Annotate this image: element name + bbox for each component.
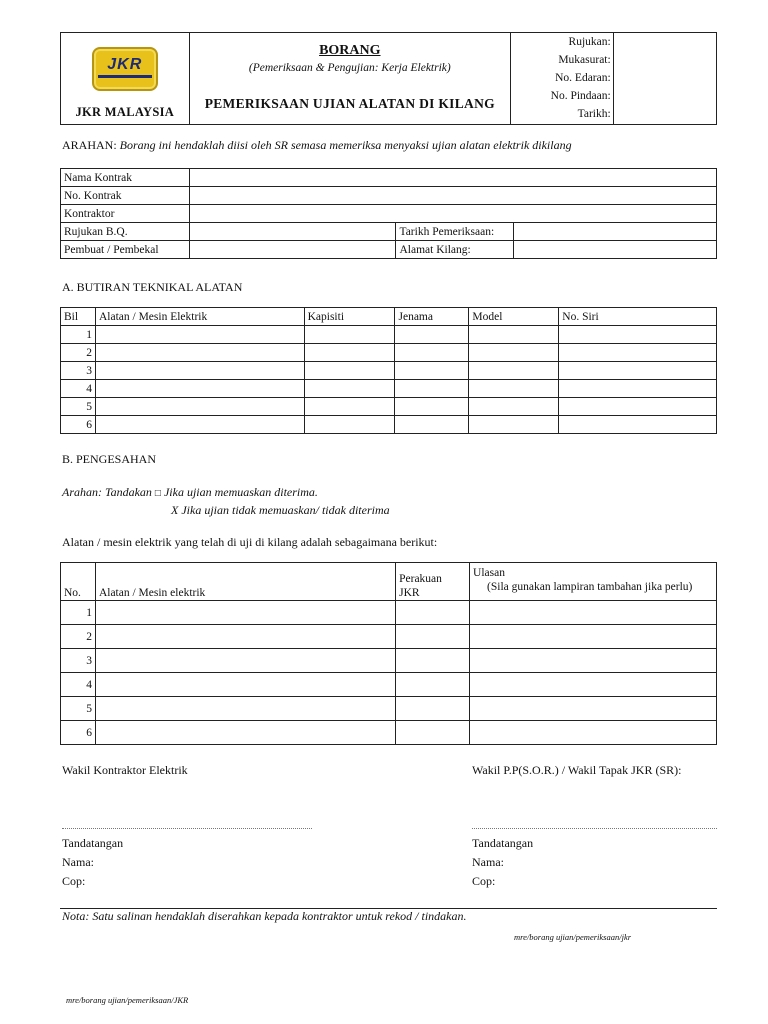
- table-row: [61, 362, 717, 380]
- row-number: 3: [61, 362, 96, 380]
- table-cell[interactable]: [95, 398, 304, 416]
- jkr-logo: JKR: [92, 47, 158, 91]
- col-jenama: Jenama: [395, 308, 469, 326]
- ref-tarikh-label: Tarikh:: [577, 108, 611, 120]
- col-perakuan: Perakuan JKR: [396, 563, 470, 601]
- table-cell[interactable]: [396, 673, 470, 697]
- left-signatory-title: Wakil Kontraktor Elektrik: [62, 763, 188, 777]
- table-cell[interactable]: [304, 326, 395, 344]
- table-cell[interactable]: [470, 721, 717, 745]
- form-header: [60, 32, 717, 125]
- row-number: 4: [61, 380, 96, 398]
- tarikh-pemeriksaan-label: Tarikh Pemeriksaan:: [396, 223, 514, 241]
- section-a-title: A. BUTIRAN TEKNIKAL ALATAN: [62, 280, 243, 294]
- alamat-kilang-field[interactable]: [514, 241, 717, 259]
- row-number: 5: [61, 398, 96, 416]
- ref-rujukan-label: Rujukan:: [568, 36, 611, 48]
- kontraktor-label: Kontraktor: [61, 205, 190, 223]
- checkbox-icon: □: [154, 488, 161, 499]
- section-b-title: B. PENGESAHAN: [62, 452, 157, 466]
- tarikh-pemeriksaan-field[interactable]: [514, 223, 717, 241]
- table-cell[interactable]: [304, 380, 395, 398]
- table-cell[interactable]: [95, 697, 395, 721]
- right-signatory-title: Wakil P.P(S.O.R.) / Wakil Tapak JKR (SR):: [472, 763, 682, 777]
- reference-values-field[interactable]: [613, 33, 716, 125]
- table-cell[interactable]: [95, 344, 304, 362]
- no-kontrak-field[interactable]: [189, 187, 716, 205]
- instr-x: X Jika ujian tidak memuaskan/ tidak diterima: [171, 503, 390, 517]
- nama-kontrak-field[interactable]: [189, 169, 716, 187]
- footer-code-bottom: mre/borang ujian/pemeriksaan/JKR: [66, 995, 189, 1005]
- row-number: 2: [61, 344, 96, 362]
- table-cell[interactable]: [95, 649, 395, 673]
- table-cell[interactable]: [95, 673, 395, 697]
- table-row: [61, 380, 717, 398]
- table-cell[interactable]: [469, 326, 559, 344]
- reference-labels: [511, 33, 614, 125]
- table-row: [61, 673, 717, 697]
- row-number: 4: [61, 673, 96, 697]
- table-cell[interactable]: [95, 380, 304, 398]
- table-cell[interactable]: [559, 416, 717, 434]
- table-cell[interactable]: [469, 380, 559, 398]
- col-kapisiti: Kapisiti: [304, 308, 395, 326]
- table-cell[interactable]: [395, 416, 469, 434]
- table-row: [61, 649, 717, 673]
- table-cell[interactable]: [396, 649, 470, 673]
- table-row: [61, 326, 717, 344]
- table-header-row: [61, 563, 717, 601]
- rujukan-bq-field[interactable]: [189, 223, 396, 241]
- table-cell[interactable]: [95, 326, 304, 344]
- table-cell[interactable]: [396, 697, 470, 721]
- ref-mukasurat-label: Mukasurat:: [558, 54, 611, 66]
- col-model: Model: [469, 308, 559, 326]
- table-cell[interactable]: [396, 601, 470, 625]
- table-cell[interactable]: [470, 673, 717, 697]
- footer-code-right: mre/borang ujian/pemeriksaan/jkr: [514, 932, 632, 942]
- ref-pindaan-label: No. Pindaan:: [550, 90, 611, 102]
- table-row: [61, 344, 717, 362]
- table-cell[interactable]: [395, 380, 469, 398]
- table-cell[interactable]: [559, 344, 717, 362]
- title-cell: [189, 33, 510, 125]
- left-tandatangan-label: Tandatangan: [62, 836, 124, 850]
- section-b-intro: Alatan / mesin elektrik yang telah di uji di kilang adalah sebagaimana berikut:: [62, 535, 438, 549]
- table-cell[interactable]: [95, 416, 304, 434]
- right-signature-line[interactable]: [472, 828, 717, 829]
- table-cell[interactable]: [395, 344, 469, 362]
- table-cell[interactable]: [559, 362, 717, 380]
- row-number: 6: [61, 416, 96, 434]
- table-cell[interactable]: [559, 326, 717, 344]
- rujukan-bq-label: Rujukan B.Q.: [61, 223, 190, 241]
- row-number: 5: [61, 697, 96, 721]
- table-cell[interactable]: [469, 416, 559, 434]
- pembuat-label: Pembuat / Pembekal: [61, 241, 190, 259]
- technical-details-table: [60, 307, 717, 434]
- col-no-siri: No. Siri: [559, 308, 717, 326]
- no-kontrak-label: No. Kontrak: [61, 187, 190, 205]
- table-cell[interactable]: [95, 362, 304, 380]
- col-bil: Bil: [61, 308, 96, 326]
- section-b-instruction: [62, 485, 318, 500]
- table-cell[interactable]: [395, 362, 469, 380]
- col-alatan: Alatan / Mesin Elektrik: [95, 308, 304, 326]
- logo-cell: [61, 33, 190, 125]
- table-cell[interactable]: [470, 649, 717, 673]
- form-subtitle: (Pemeriksaan & Pengujian: Kerja Elektrik): [248, 62, 451, 74]
- alamat-kilang-label: Alamat Kilang:: [396, 241, 514, 259]
- table-cell[interactable]: [395, 326, 469, 344]
- contract-info-table: [60, 168, 717, 259]
- verification-table: [60, 562, 717, 745]
- table-cell[interactable]: [304, 416, 395, 434]
- right-cop-label: Cop:: [472, 874, 496, 888]
- table-cell[interactable]: [469, 362, 559, 380]
- kontraktor-field[interactable]: [189, 205, 716, 223]
- table-cell[interactable]: [95, 601, 395, 625]
- table-cell[interactable]: [395, 398, 469, 416]
- ref-edaran-label: No. Edaran:: [555, 72, 611, 84]
- table-cell[interactable]: [470, 697, 717, 721]
- row-number: 1: [61, 326, 96, 344]
- row-number: 1: [61, 601, 96, 625]
- instr-label: Arahan:: [62, 485, 102, 499]
- table-header-row: [61, 308, 717, 326]
- right-tandatangan-label: Tandatangan: [472, 836, 534, 850]
- form-title: PEMERIKSAAN UJIAN ALATAN DI KILANG: [204, 96, 495, 111]
- table-cell[interactable]: [469, 344, 559, 362]
- col-ulasan: Ulasan (Sila gunakan lampiran tambahan jika perlu): [470, 563, 717, 601]
- table-cell[interactable]: [95, 625, 395, 649]
- col-no: No.: [61, 563, 96, 601]
- pembuat-field[interactable]: [189, 241, 396, 259]
- footer-note: Nota: Satu salinan hendaklah diserahkan kepada kontraktor untuk rekod / tindakan.: [62, 909, 467, 923]
- right-nama-label: Nama:: [472, 855, 504, 869]
- table-row: [61, 398, 717, 416]
- org-name: JKR MALAYSIA: [75, 105, 175, 119]
- table-cell[interactable]: [559, 380, 717, 398]
- left-nama-label: Nama:: [62, 855, 94, 869]
- table-row: [61, 625, 717, 649]
- table-cell[interactable]: [304, 398, 395, 416]
- instruction: [62, 138, 572, 153]
- left-cop-label: Cop:: [62, 874, 86, 888]
- table-cell[interactable]: [304, 344, 395, 362]
- instr-tick: Tandakan: [105, 485, 152, 499]
- table-cell[interactable]: [95, 721, 395, 745]
- row-number: 6: [61, 721, 96, 745]
- instruction-text: Borang ini hendaklah diisi oleh SR semasa memeriksa menyaksi ujian alatan elektrik dikilang: [119, 138, 572, 152]
- col-alatan: Alatan / Mesin elektrik: [95, 563, 395, 601]
- table-cell[interactable]: [559, 398, 717, 416]
- table-cell[interactable]: [396, 721, 470, 745]
- row-number: 3: [61, 649, 96, 673]
- table-row: [61, 416, 717, 434]
- row-number: 2: [61, 625, 96, 649]
- form-label: BORANG: [319, 43, 381, 58]
- left-signature-line[interactable]: [62, 828, 312, 829]
- table-cell[interactable]: [469, 398, 559, 416]
- table-row: [61, 721, 717, 745]
- table-cell[interactable]: [396, 625, 470, 649]
- table-row: [61, 601, 717, 625]
- instruction-label: ARAHAN:: [62, 138, 117, 152]
- table-cell[interactable]: [470, 601, 717, 625]
- nama-kontrak-label: Nama Kontrak: [61, 169, 190, 187]
- table-cell[interactable]: [304, 362, 395, 380]
- table-cell[interactable]: [470, 625, 717, 649]
- instr-tick-text: Jika ujian memuaskan diterima.: [163, 485, 318, 499]
- table-row: [61, 697, 717, 721]
